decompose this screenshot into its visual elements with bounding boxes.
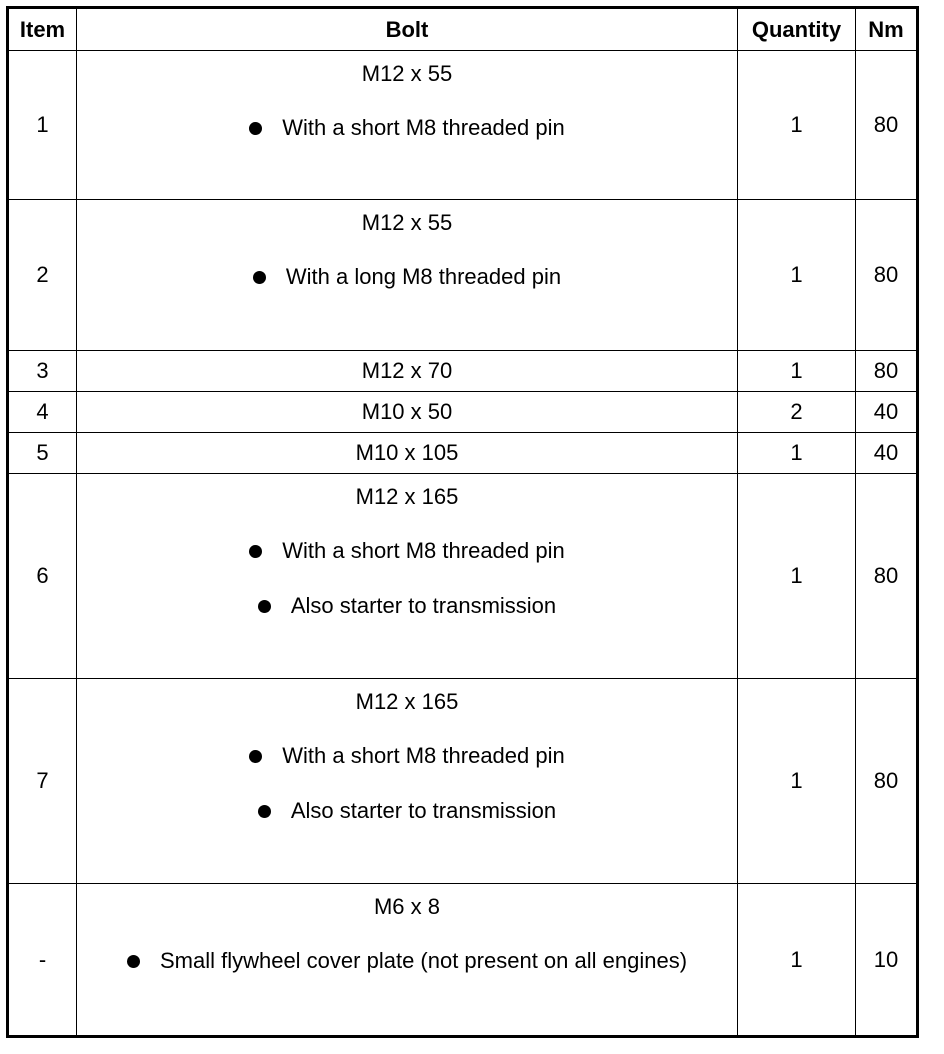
header-item: Item — [8, 8, 77, 51]
table-row — [8, 679, 918, 884]
quantity-cell: 1 — [738, 884, 856, 1037]
bolt-note — [77, 115, 737, 141]
bolt-cell — [77, 351, 738, 392]
item-cell: 6 — [8, 474, 77, 679]
bolt-note — [77, 538, 737, 564]
bullet-icon — [258, 805, 271, 818]
table-body — [8, 51, 918, 1037]
item-cell: 5 — [8, 433, 77, 474]
bullet-icon — [249, 750, 262, 763]
table-row — [8, 200, 918, 351]
bullet-icon — [249, 122, 262, 135]
bullet-icon — [249, 545, 262, 558]
bolt-note — [77, 948, 737, 974]
quantity-cell: 1 — [738, 200, 856, 351]
bolt-note-text: With a short M8 threaded pin — [282, 743, 565, 768]
nm-cell: 80 — [856, 474, 918, 679]
table-row — [8, 433, 918, 474]
bolt-size: M12 x 165 — [355, 484, 459, 509]
nm-cell: 40 — [856, 433, 918, 474]
quantity-cell: 1 — [738, 51, 856, 200]
quantity-cell: 1 — [738, 433, 856, 474]
header-row — [8, 8, 918, 51]
bolt-cell — [77, 433, 738, 474]
quantity-cell: 2 — [738, 392, 856, 433]
bolt-size: M12 x 165 — [355, 689, 459, 714]
header-quantity: Quantity — [738, 8, 856, 51]
nm-cell: 10 — [856, 884, 918, 1037]
bolt-note — [77, 798, 737, 824]
bullet-icon — [253, 271, 266, 284]
item-cell: 2 — [8, 200, 77, 351]
header-bolt: Bolt — [77, 8, 738, 51]
nm-cell: 40 — [856, 392, 918, 433]
item-cell: 7 — [8, 679, 77, 884]
table-row — [8, 392, 918, 433]
bolt-torque-table — [6, 6, 919, 1038]
bolt-note — [77, 593, 737, 619]
bolt-size: M12 x 55 — [361, 61, 453, 86]
nm-cell: 80 — [856, 679, 918, 884]
item-cell: 4 — [8, 392, 77, 433]
bolt-size: M12 x 70 — [361, 358, 453, 383]
bolt-note-text: Also starter to transmission — [290, 798, 557, 823]
quantity-cell: 1 — [738, 679, 856, 884]
bolt-size: M6 x 8 — [373, 894, 441, 919]
bolt-cell — [77, 679, 738, 884]
bolt-note-text: Small flywheel cover plate (not present on all engines) — [159, 948, 688, 973]
item-cell: - — [8, 884, 77, 1037]
bolt-cell — [77, 884, 738, 1037]
nm-cell: 80 — [856, 200, 918, 351]
bolt-note-text: With a short M8 threaded pin — [282, 538, 565, 563]
bolt-note-text: With a long M8 threaded pin — [285, 264, 562, 289]
bolt-size: M12 x 55 — [361, 210, 453, 235]
nm-cell: 80 — [856, 351, 918, 392]
item-cell: 1 — [8, 51, 77, 200]
bolt-cell — [77, 392, 738, 433]
item-cell: 3 — [8, 351, 77, 392]
bolt-note — [77, 743, 737, 769]
table-row — [8, 51, 918, 200]
header-nm: Nm — [856, 8, 918, 51]
table-row — [8, 351, 918, 392]
bullet-icon — [258, 600, 271, 613]
bolt-note — [77, 264, 737, 290]
bolt-cell — [77, 200, 738, 351]
bolt-cell — [77, 474, 738, 679]
bolt-size: M10 x 50 — [361, 399, 453, 424]
quantity-cell: 1 — [738, 351, 856, 392]
table-row — [8, 884, 918, 1037]
bolt-size: M10 x 105 — [355, 440, 459, 465]
bullet-icon — [127, 955, 140, 968]
nm-cell: 80 — [856, 51, 918, 200]
bolt-note-text: With a short M8 threaded pin — [282, 115, 565, 140]
bolt-note-text: Also starter to transmission — [290, 593, 557, 618]
quantity-cell: 1 — [738, 474, 856, 679]
table-row — [8, 474, 918, 679]
bolt-cell — [77, 51, 738, 200]
